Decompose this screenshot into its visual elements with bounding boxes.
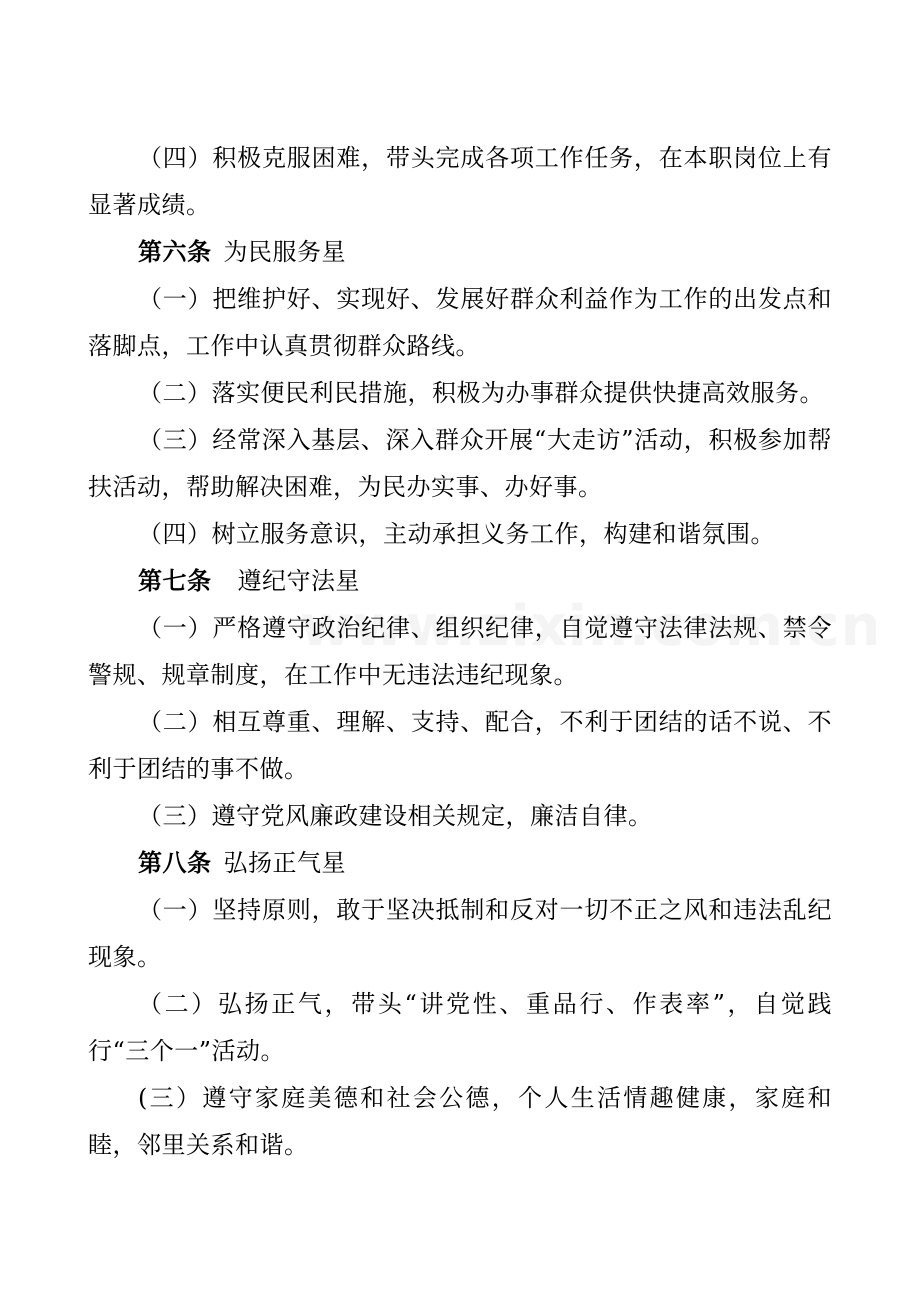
paragraph: （二）弘扬正气，带头“讲党性、重品行、作表率”，自觉践行“三个一”活动。	[88, 990, 832, 1065]
paragraph: （一）严格遵守政治纪律、组织纪律，自觉遵守法律法规、禁令警规、规章制度，在工作中无违法违纪现象。	[88, 614, 832, 689]
paragraph: （三）遵守党风廉政建设相关规定，廉洁自律。	[138, 802, 653, 830]
article-heading	[88, 229, 832, 276]
paragraph: (三）遵守家庭美德和社会公德，个人生活情趣健康，家庭和睦，邻里关系和谐。	[88, 1084, 832, 1159]
article-number: 第六条	[138, 238, 212, 266]
article-title: 为民服务星	[223, 238, 346, 266]
article-number: 第八条	[138, 849, 212, 877]
paragraph: （一）把维护好、实现好、发展好群众利益作为工作的出发点和落脚点，工作中认真贯彻群众路线。	[88, 285, 832, 360]
article-heading	[88, 840, 832, 887]
paragraph: （四）树立服务意识，主动承担义务工作，构建和谐氛围。	[138, 520, 775, 548]
paragraph: （三）经常深入基层、深入群众开展“大走访”活动，积极参加帮扶活动，帮助解决困难，为民办实事、办好事。	[88, 426, 832, 501]
article-number: 第七条	[138, 567, 212, 595]
paragraph: （一）坚持原则，敢于坚决抵制和反对一切不正之风和违法乱纪现象。	[88, 896, 832, 971]
paragraph: （四）积极克服困难，带头完成各项工作任务，在本职岗位上有显著成绩。	[88, 144, 832, 219]
paragraph: （二）相互尊重、理解、支持、配合，不利于团结的话不说、不利于团结的事不做。	[88, 708, 832, 783]
paragraph: （二）落实便民利民措施，积极为办事群众提供快捷高效服务。	[138, 379, 824, 407]
document-body	[88, 135, 832, 1169]
article-heading	[88, 558, 832, 605]
article-title: 弘扬正气星	[223, 849, 346, 877]
article-title: 遵纪守法星	[237, 567, 360, 595]
